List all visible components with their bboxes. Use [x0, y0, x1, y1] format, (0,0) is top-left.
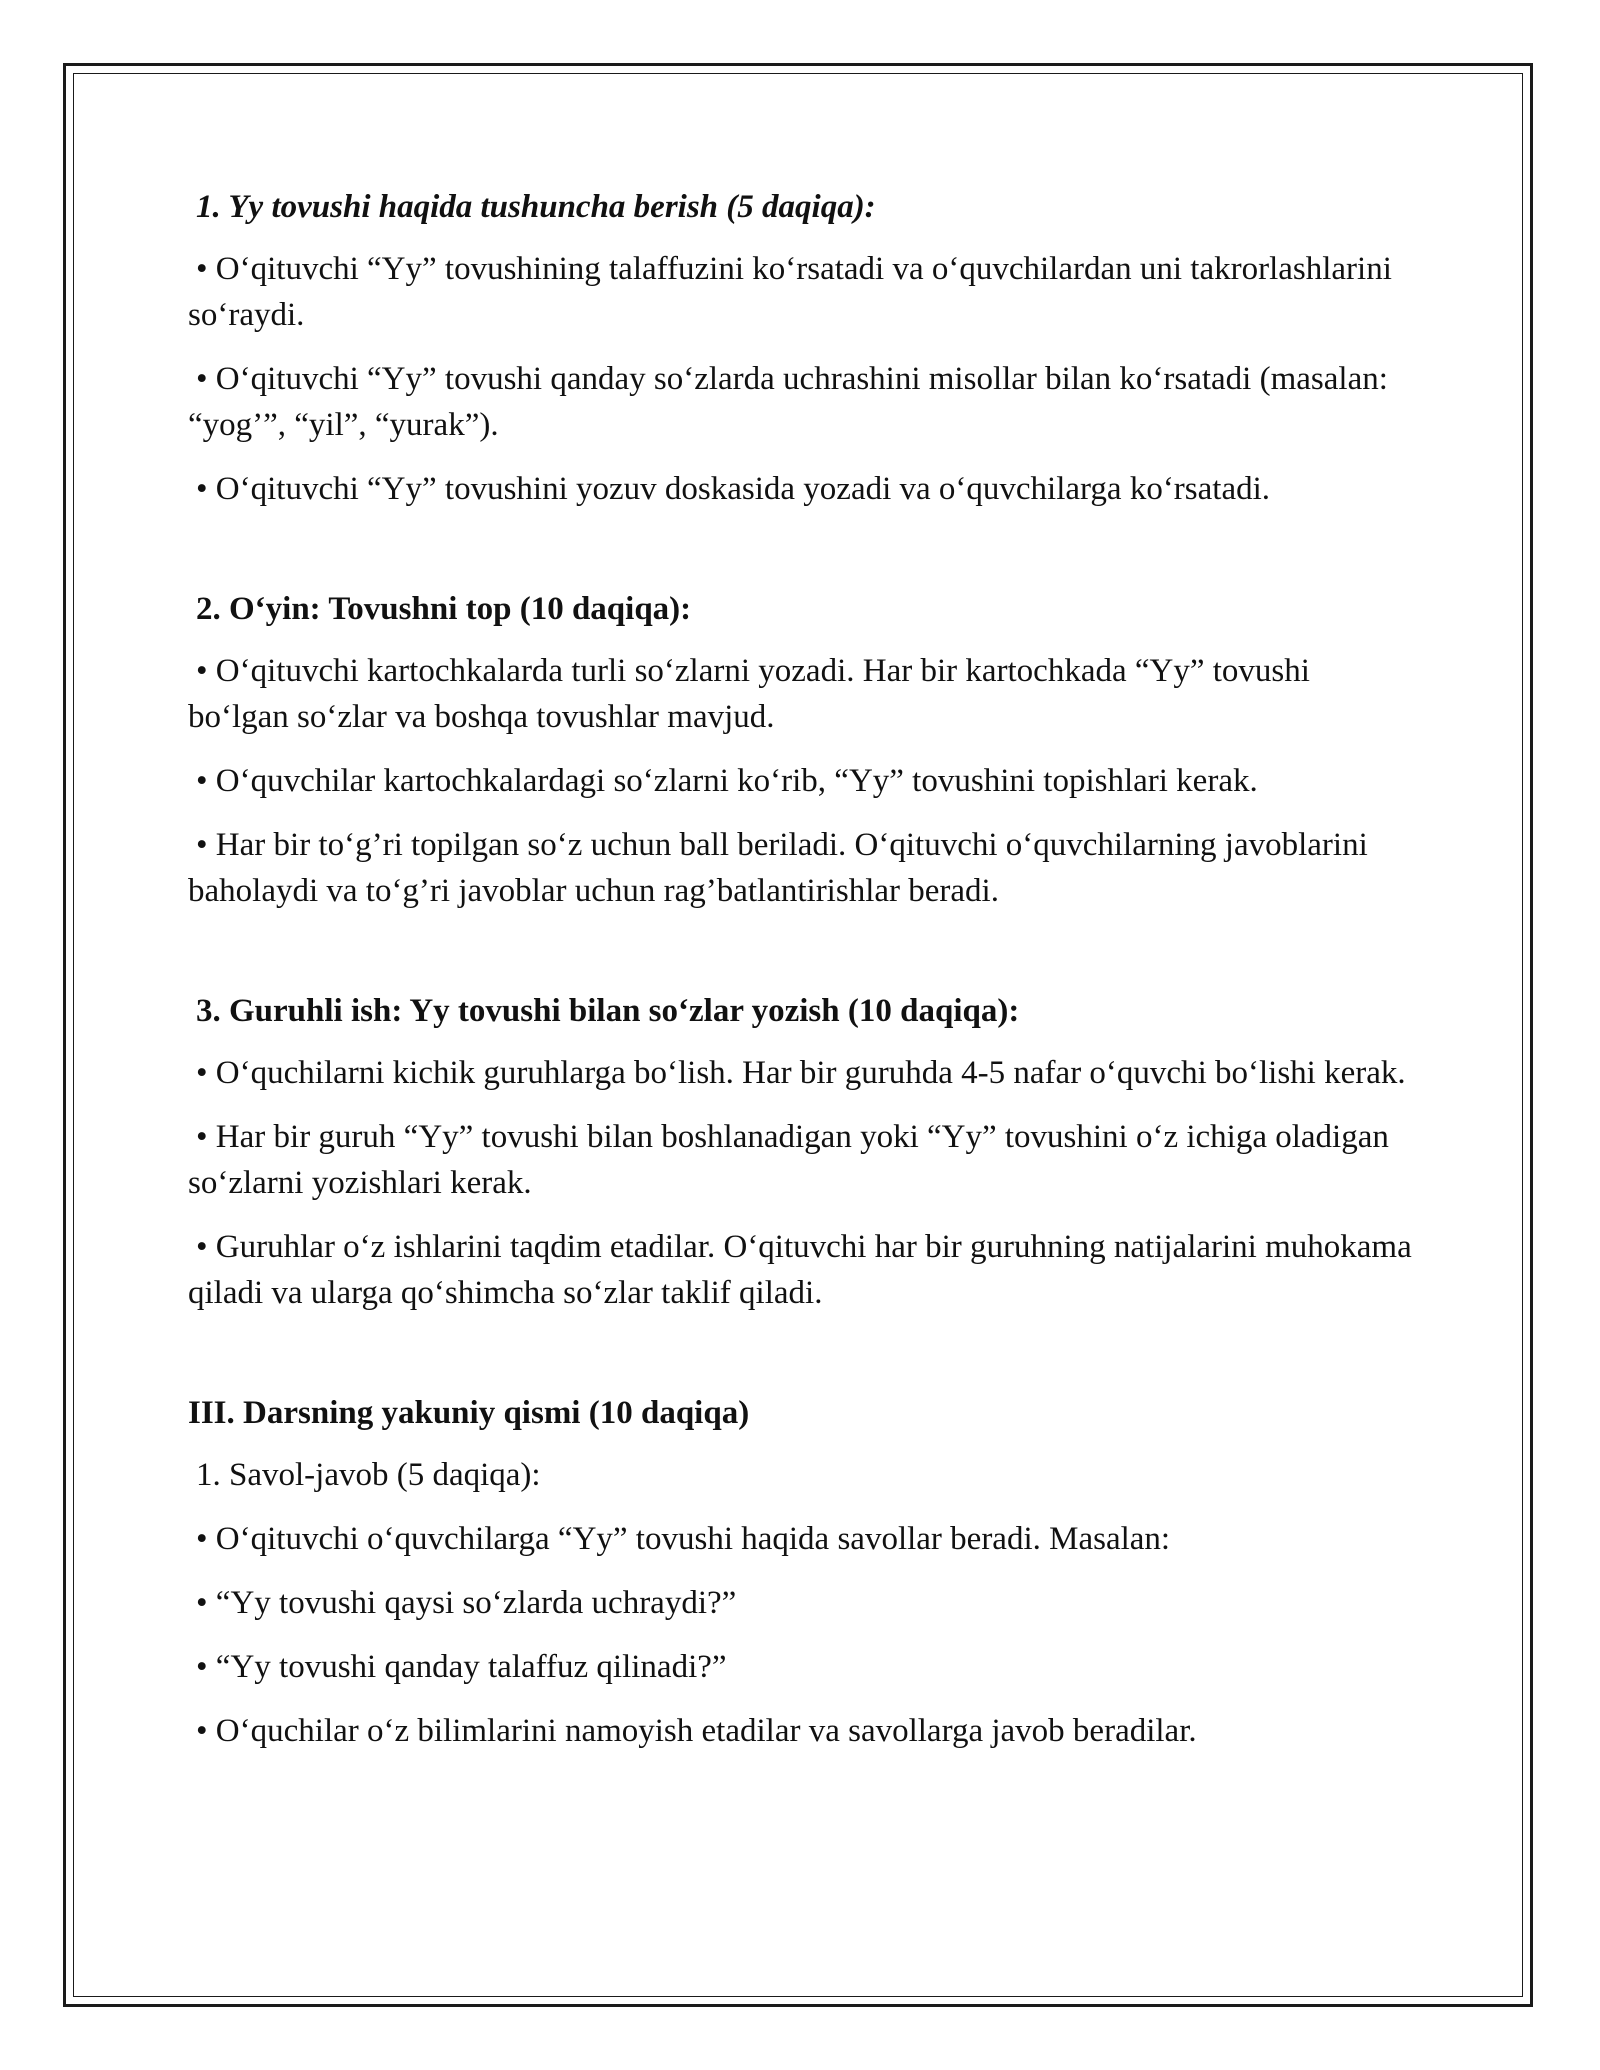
section-3-item-3 [188, 1224, 1418, 1316]
section-3-item-1 [188, 1050, 1418, 1096]
final-item-4-text: • O‘quchilar o‘z bilimlarini namoyish etadilar va savollarga javob beradilar. [196, 1713, 1197, 1749]
section-1-item-3 [188, 466, 1418, 512]
section-1-item-1 [188, 246, 1418, 338]
final-item-3-text: • “Yy tovushi qanday talaffuz qilinadi?” [196, 1649, 727, 1685]
section-1-item-2-text: • O‘qituvchi “Yy” tovushi qanday so‘zlarda uchrashini misollar bilan ko‘rsatadi (masalan: “yog’”, “yil”, “yurak”). [188, 361, 1388, 443]
final-item-3 [188, 1644, 1418, 1690]
final-section [188, 1390, 1418, 1754]
section-3-heading: 3. Guruhli ish: Yy tovushi bilan so‘zlar yozish (10 daqiqa): [196, 993, 1020, 1029]
document-body [188, 184, 1418, 1772]
section-3-item-3-text: • Guruhlar o‘z ishlarini taqdim etadilar. O‘qituvchi har bir guruhning natijalarini muhokama qiladi va ularga qo‘shimcha so‘zlar taklif qiladi. [188, 1229, 1412, 1311]
section-3-item-2 [188, 1114, 1418, 1206]
section-2-item-3 [188, 822, 1418, 914]
final-item-1-text: • O‘qituvchi o‘quvchilarga “Yy” tovushi haqida savollar beradi. Masalan: [196, 1521, 1171, 1557]
section-1 [188, 184, 1418, 512]
final-item-4 [188, 1708, 1418, 1754]
section-2-heading: 2. O‘yin: Tovushni top (10 daqiqa): [196, 591, 692, 627]
section-3-item-2-text: • Har bir guruh “Yy” tovushi bilan boshlanadigan yoki “Yy” tovushini o‘z ichiga oladigan so‘zlarni yozishlari kerak. [188, 1119, 1389, 1201]
section-1-item-1-text: • O‘qituvchi “Yy” tovushining talaffuzini ko‘rsatadi va o‘quvchilardan uni takrorlashlarini so‘raydi. [188, 251, 1392, 333]
section-2-item-3-text: • Har bir to‘g’ri topilgan so‘z uchun ball beriladi. O‘qituvchi o‘quvchilarning javoblarini baholaydi va to‘g’ri javoblar uchun rag’batlantirishlar beradi. [188, 827, 1368, 909]
section-2-item-2 [188, 758, 1418, 804]
final-item-1 [188, 1516, 1418, 1562]
section-2-item-1-text: • O‘qituvchi kartochkalarda turli so‘zlarni yozadi. Har bir kartochkada “Yy” tovushi bo‘lgan so‘zlar va boshqa tovushlar mavjud. [188, 653, 1310, 735]
section-3 [188, 988, 1418, 1316]
section-3-item-1-text: • O‘quchilarni kichik guruhlarga bo‘lish. Har bir guruhda 4-5 nafar o‘quvchi bo‘lishi kerak. [196, 1055, 1406, 1091]
final-item-2 [188, 1580, 1418, 1626]
final-subheading: 1. Savol-javob (5 daqiqa): [196, 1457, 541, 1493]
section-1-heading: 1. Yy tovushi haqida tushuncha berish (5 daqiqa): [196, 189, 876, 225]
section-2-item-1 [188, 648, 1418, 740]
section-2-item-2-text: • O‘quvchilar kartochkalardagi so‘zlarni ko‘rib, “Yy” tovushini topishlari kerak. [196, 763, 1258, 799]
section-1-item-2 [188, 356, 1418, 448]
section-1-item-3-text: • O‘qituvchi “Yy” tovushini yozuv doskasida yozadi va o‘quvchilarga ko‘rsatadi. [196, 471, 1271, 507]
final-item-2-text: • “Yy tovushi qaysi so‘zlarda uchraydi?” [196, 1585, 737, 1621]
section-2 [188, 586, 1418, 914]
final-section-heading: III. Darsning yakuniy qismi (10 daqiqa) [188, 1395, 750, 1431]
